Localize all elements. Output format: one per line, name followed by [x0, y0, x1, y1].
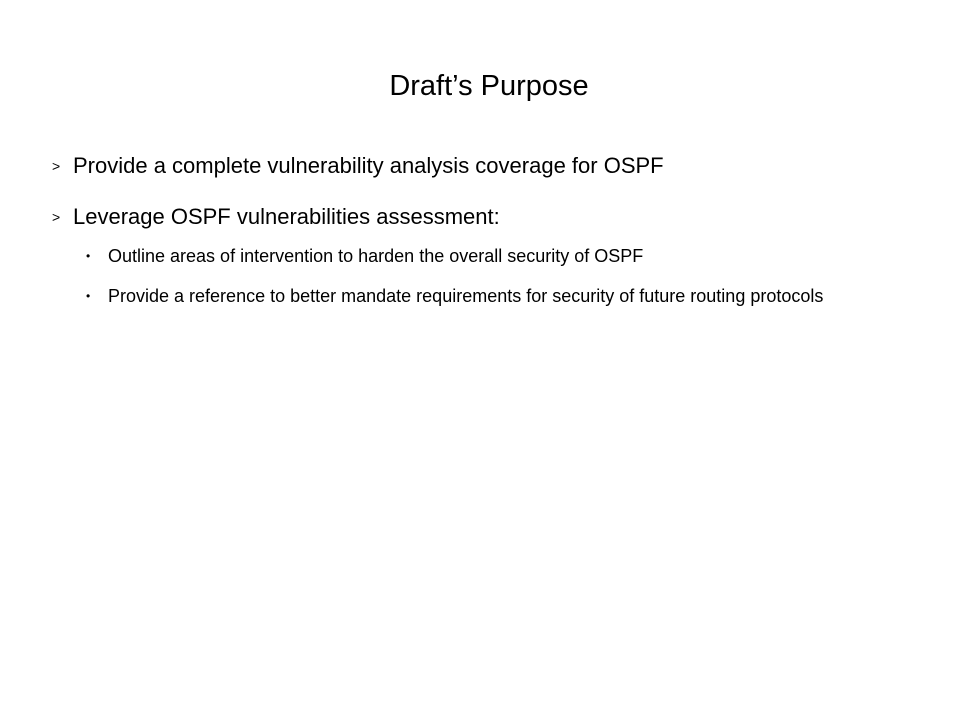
bullet-marker-icon: > [52, 209, 61, 225]
sub-bullet-text: Outline areas of intervention to harden the overall security of OSPF [108, 246, 644, 266]
bullet-text: Leverage OSPF vulnerabilities assessment: [73, 204, 500, 229]
slide-title: Draft’s Purpose [389, 70, 589, 102]
bullet-text: Provide a complete vulnerability analysis coverage for OSPF [73, 153, 664, 178]
sub-bullet-marker-icon: • [86, 249, 91, 263]
sub-bullet-text: Provide a reference to better mandate requirements for security of future routing protocols [108, 286, 824, 306]
bullet-marker-icon: > [52, 158, 61, 174]
sub-bullet-marker-icon: • [86, 289, 91, 303]
